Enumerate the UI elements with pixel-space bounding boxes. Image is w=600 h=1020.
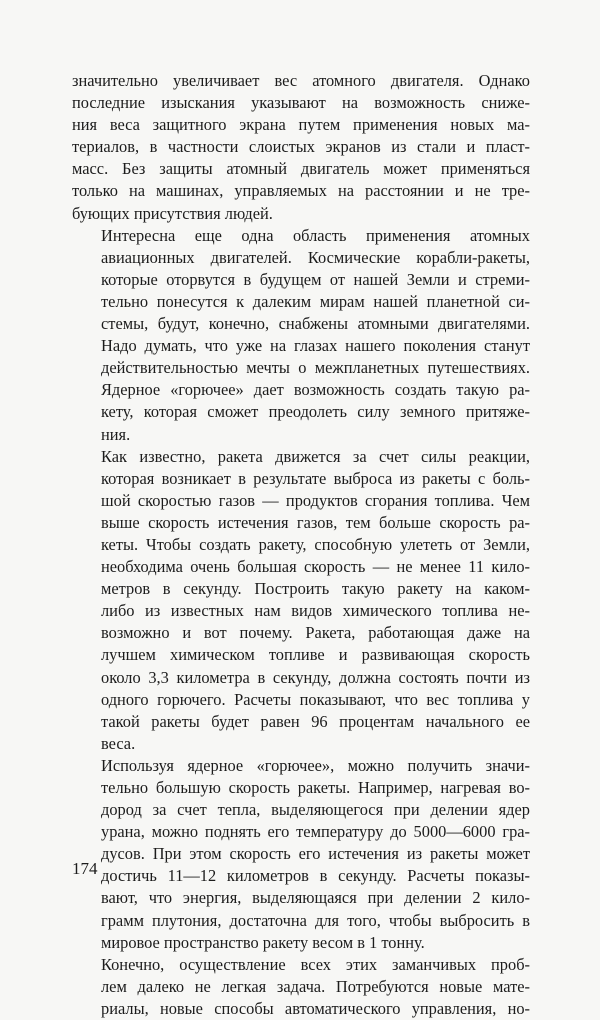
text-line: вают, что энергия, выделяющаяся при делении 2 кило- xyxy=(101,888,530,908)
text-line: Как известно, ракета движется за счет силы реакции, xyxy=(101,446,530,466)
text-line: грамм плутония, достаточна для того, чтобы выбросить в xyxy=(101,910,530,930)
text-line: значительно увеличивает вес атомного двигателя. Однако xyxy=(72,71,530,90)
page-number: 174 xyxy=(72,859,98,878)
text-line: необходима очень большая скорость — не менее 11 кило- xyxy=(101,557,530,577)
paragraph xyxy=(72,70,530,225)
paragraph xyxy=(72,446,530,755)
paragraph xyxy=(72,954,530,1020)
text-line: такой ракеты будет равен 96 процентам начального ее xyxy=(101,711,530,731)
text-line: Используя ядерное «горючее», можно получить значи- xyxy=(101,755,530,775)
text-line: кету, которая сможет преодолеть силу земного притяже- xyxy=(101,402,530,422)
text-line: веса. xyxy=(101,733,136,753)
text-line: Интересна еще одна область применения атомных xyxy=(101,225,530,245)
text-line: мировое пространство ракету весом в 1 тонну. xyxy=(101,932,425,952)
text-line: тельно понесутся к далеким мирам нашей планетной си- xyxy=(101,291,530,311)
text-line: лем далеко не легкая задача. Потребуются новые мате- xyxy=(101,976,530,996)
text-line: авиационных двигателей. Космические корабли-ракеты, xyxy=(101,247,530,267)
text-line: стемы, будут, конечно, снабжены атомными двигателями. xyxy=(101,314,530,334)
text-line: только на машинах, управляемых на расстоянии и не тре- xyxy=(72,181,530,201)
text-line: действительностью мечты о межпланетных путешествиях. xyxy=(101,358,530,378)
text-line: одного горючего. Расчеты показывают, что вес топлива у xyxy=(101,689,530,709)
page-body xyxy=(72,70,530,1020)
text-line: которая возникает в результате выброса из ракеты с боль- xyxy=(101,468,530,488)
text-line: ния веса защитного экрана путем применения новых ма- xyxy=(72,115,530,135)
text-line: лучшем химическом топливе и развивающая скорость xyxy=(101,645,530,665)
text-line: около 3,3 километра в секунду, должна состоять почти из xyxy=(101,667,530,687)
text-line: которые оторвутся в будущем от нашей Земли и стреми- xyxy=(101,269,530,289)
text-line: дород за счет тепла, выделяющегося при делении ядер xyxy=(101,800,530,820)
text-line: метров в секунду. Построить такую ракету на каком- xyxy=(101,579,530,599)
text-line: ния. xyxy=(101,424,131,444)
text-line: последние изыскания указывают на возможность сниже- xyxy=(72,93,530,113)
text-line: бующих присутствия людей. xyxy=(72,203,273,223)
text-line: достичь 11—12 километров в секунду. Расчеты показы- xyxy=(101,866,530,886)
text-line: шой скоростью газов — продуктов сгорания топлива. Чем xyxy=(101,490,530,510)
paragraph xyxy=(72,225,530,446)
text-line: кеты. Чтобы создать ракету, способную улететь от Земли, xyxy=(101,534,530,554)
text-line: либо из известных нам видов химического топлива не- xyxy=(101,601,530,621)
text-line: масс. Без защиты атомный двигатель может применяться xyxy=(72,159,530,179)
text-line: териалов, в частности слоистых экранов из стали и пласт- xyxy=(72,137,530,157)
text-line: Ядерное «горючее» дает возможность создать такую ра- xyxy=(101,380,530,400)
text-line: выше скорость истечения газов, тем больше скорость ра- xyxy=(101,512,530,532)
text-line: возможно и вот почему. Ракета, работающая даже на xyxy=(101,623,530,643)
text-line: дусов. При этом скорость его истечения из ракеты может xyxy=(101,844,530,864)
text-line: риалы, новые способы автоматического управления, но- xyxy=(101,998,530,1018)
paragraph xyxy=(72,755,530,954)
text-line: урана, можно поднять его температуру до 5000—6000 гра- xyxy=(101,822,530,842)
text-line: Надо думать, что уже на глазах нашего поколения станут xyxy=(101,336,530,356)
text-line: Конечно, осуществление всех этих заманчивых проб- xyxy=(101,954,530,974)
text-line: тельно большую скорость ракеты. Например, нагревая во- xyxy=(101,778,530,797)
